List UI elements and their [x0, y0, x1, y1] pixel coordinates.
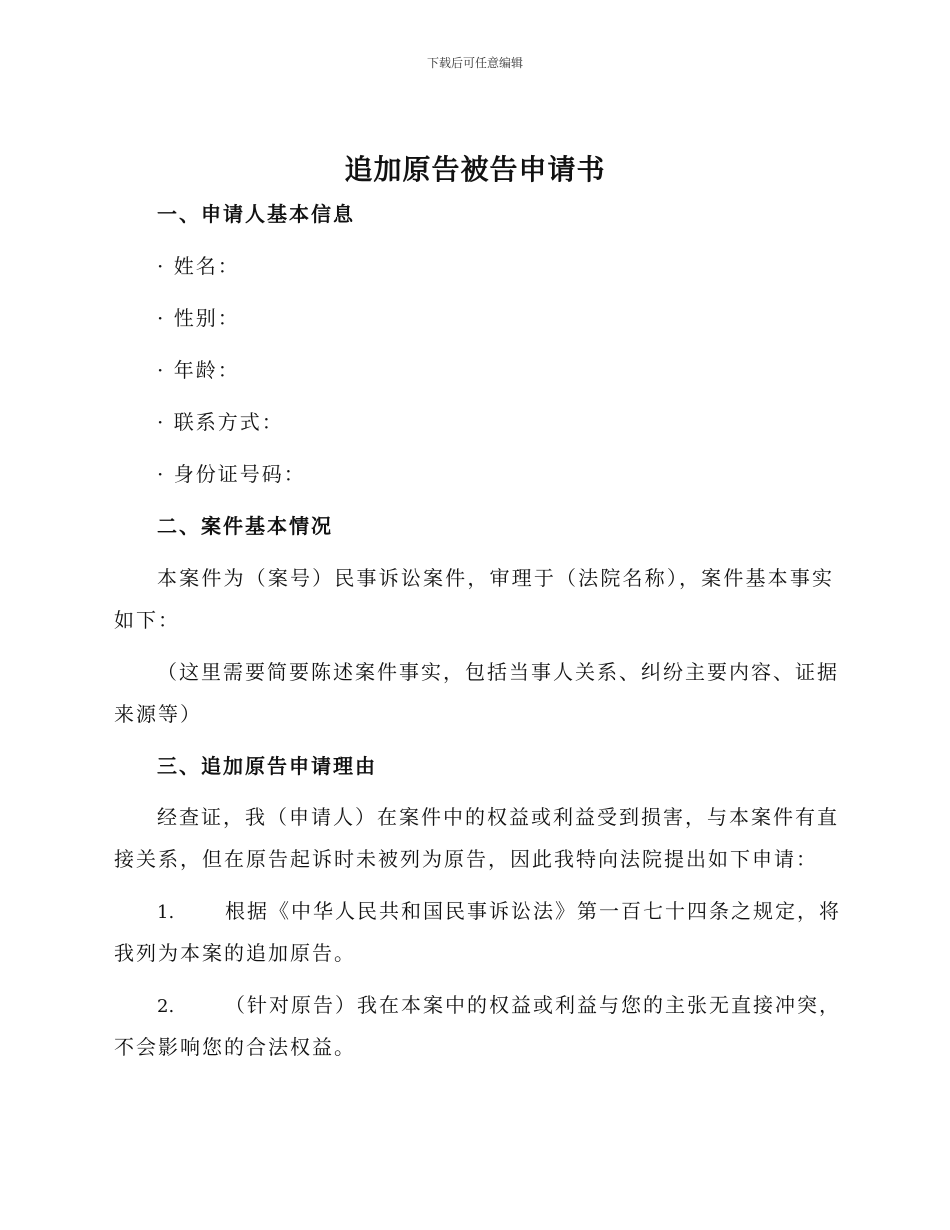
list-item-text: 根据《中华人民共和国民事诉讼法》第一百七十四条之规定，将: [225, 899, 841, 923]
list-item-continuation: 我列为本案的追加原告。: [114, 941, 356, 965]
case-facts-line: 来源等）: [114, 702, 202, 726]
case-paragraph-line: 如下：: [114, 608, 180, 632]
reasons-paragraph-line: 接关系，但在原告起诉时未被列为原告，因此我特向法院提出如下申请：: [114, 847, 818, 871]
list-item: [157, 989, 877, 1018]
list-item-continuation: 不会影响您的合法权益。: [114, 1035, 356, 1059]
document-title: 追加原告被告申请书: [344, 153, 606, 186]
field-contact: · 联系方式：: [157, 410, 284, 434]
list-item-text: （针对原告）我在本案中的权益或利益与您的主张无直接冲突，: [225, 993, 841, 1017]
reasons-paragraph-line: 经查证，我（申请人）在案件中的权益或利益受到损害，与本案件有直: [157, 805, 839, 829]
header-note: 下载后可任意编辑: [426, 56, 523, 70]
list-item-number: 2.: [157, 996, 175, 1017]
case-facts-line: （这里需要简要陈述案件事实，包括当事人关系、纠纷主要内容、证据: [157, 660, 839, 684]
section-heading-reasons: 三、追加原告申请理由: [157, 754, 377, 778]
field-gender: · 性别：: [157, 306, 240, 330]
field-id-number: · 身份证号码：: [157, 462, 306, 486]
case-paragraph-line: 本案件为（案号）民事诉讼案件，审理于（法院名称），案件基本事实: [157, 566, 834, 590]
section-heading-case-info: 二、案件基本情况: [157, 514, 333, 538]
list-item: [157, 895, 877, 924]
field-age: · 年龄：: [157, 358, 240, 382]
field-name: · 姓名：: [157, 254, 240, 278]
section-heading-applicant-info: 一、申请人基本信息: [157, 202, 355, 226]
list-item-number: 1.: [157, 902, 175, 923]
